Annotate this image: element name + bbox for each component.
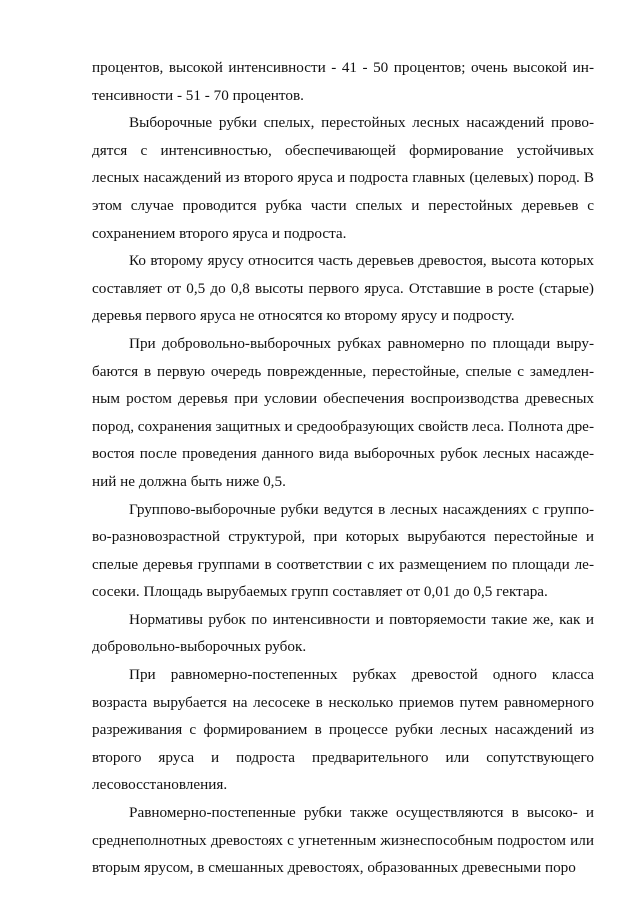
paragraph-uniform-gradual-also: Равномерно-постепенные рубки также осуществляются в высоко- и среднеполнотных древостоях с угнетенным жизнеспособным подростом или вторым ярусом, в смешанных древостоях, образованных древесными поро xyxy=(92,804,594,877)
paragraph-second-tier: Ко второму ярусу относится часть деревьев древостоя, высота которых составляет от 0,5 до 0,8 высоты первого яруса. Отставшие в росте (старые) деревья первого яруса не относятся ко второму ярусу и подросту. xyxy=(92,252,594,325)
paragraph-selective-felling: Выборочные рубки спелых, перестойных лесных насаждений проводятся с интенсивностью, обеспечивающей формирование устойчивых лесных насаждений из второго яруса и подроста главных (целевых) пород. В этом случае проводится рубка части спелых и перестойных деревьев с сохранением второго яруса и подроста. xyxy=(92,114,594,242)
document-page xyxy=(92,54,594,882)
paragraph-group-selective: Группово-выборочные рубки ведутся в лесных насаждениях с группово-разновозрастной структурой, при которых вырубаются перестойные и спелые деревья группами в соответствии с их размещением по площади лесосеки. Площадь вырубаемых групп составляет от 0,01 до 0,5 гектара. xyxy=(92,500,594,601)
paragraph-continuation: процентов, высокой интенсивности - 41 - 50 процентов; очень высокой интенсивности - 51 - 70 процентов. xyxy=(92,59,594,104)
paragraph-uniform-gradual: При равномерно-постепенных рубках древостой одного класса возраста вырубается на лесосеке в несколько приемов путем равномерного разреживания с формированием в процессе рубки лесных насаждений из второго яруса и подроста предварительного или сопутствующего лесовосстановления. xyxy=(92,666,594,794)
paragraph-voluntary-selective: При добровольно-выборочных рубках равномерно по площади вырубаются в первую очередь поврежденные, перестойные, спелые с замедленным ростом деревья при условии обеспечения воспроизводства древесных пород, сохранения защитных и средообразующих свойств леса. Полнота древостоя после проведения данного вида выборочных рубок лесных насаждений не должна быть ниже 0,5. xyxy=(92,334,594,490)
paragraph-norms: Нормативы рубок по интенсивности и повторяемости такие же, как и добровольно-выборочных рубок. xyxy=(92,610,594,656)
